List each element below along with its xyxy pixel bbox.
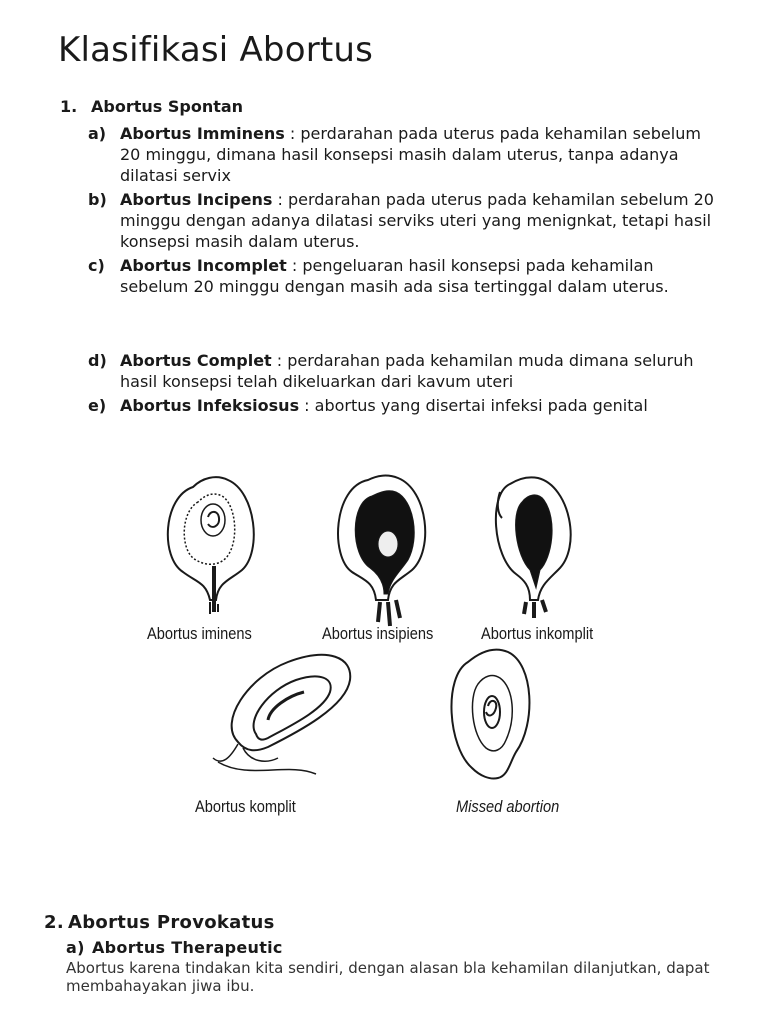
item-description: : pengeluaran hasil konsepsi pada kehamilan sebelum 20 minggu dengan masih ada sisa tertinggal dalam uterus. <box>120 256 669 296</box>
list-item <box>60 189 720 252</box>
item-term: Abortus Incomplet <box>120 256 287 275</box>
section-number: 2. <box>44 912 64 933</box>
uterus-inkomplit-illustration <box>496 477 571 618</box>
list-item <box>60 255 720 297</box>
uterus-insipiens-illustration <box>338 476 425 626</box>
section-heading <box>60 96 720 118</box>
abortion-types-figure <box>138 462 618 832</box>
item-letter: e) <box>88 396 107 415</box>
subsection-heading <box>66 938 734 957</box>
section-abortus-spontan <box>60 96 720 415</box>
page-title: Klasifikasi Abortus <box>58 30 374 70</box>
item-description: : abortus yang disertai infeksi pada genital <box>299 396 648 415</box>
item-letter: c) <box>88 256 105 275</box>
list-item <box>60 350 720 392</box>
clipped-list-item <box>60 395 720 415</box>
item-term: Abortus Infeksiosus <box>120 396 300 415</box>
subsection-paragraph: Abortus karena tindakan kita sendiri, dengan alasan bla kehamilan dilanjutkan, dapat membahayakan jiwa ibu. <box>66 959 710 995</box>
uterus-missed-abortion-illustration <box>451 650 529 779</box>
item-description: : perdarahan pada uterus pada kehamilan sebelum 20 minggu dengan adanya dilatasi serviks uteri yang menignkat, tetapi hasil konsepsi masih dalam uterus. <box>120 190 714 251</box>
item-letter: b) <box>88 190 107 209</box>
item-description: : perdarahan pada kehamilan muda dimana seluruh hasil konsepsi telah dikeluarkan dari kavum uteri <box>120 351 694 391</box>
list-item <box>60 123 720 186</box>
item-letter: a) <box>88 124 107 143</box>
section-number: 1. <box>60 97 78 116</box>
uterus-iminens-illustration <box>168 477 254 614</box>
figure-label-inkomplit: Abortus inkomplit <box>481 624 594 643</box>
list-item <box>60 395 720 416</box>
figure-label-komplit: Abortus komplit <box>195 797 296 816</box>
figure-label-insipiens: Abortus insipiens <box>322 624 434 643</box>
figure-label-missed-abortion: Missed abortion <box>456 797 560 816</box>
subsection-title: Abortus Therapeutic <box>92 938 283 957</box>
item-term: Abortus Incipens <box>120 190 273 209</box>
section-title: Abortus Provokatus <box>68 912 275 933</box>
figure-label-iminens: Abortus iminens <box>147 624 252 643</box>
item-term: Abortus Complet <box>120 351 272 370</box>
section-abortus-provokatus <box>44 912 734 995</box>
section-title: Abortus Spontan <box>91 97 244 116</box>
section-heading <box>44 912 734 934</box>
item-letter: d) <box>88 351 107 370</box>
uterus-komplit-illustration <box>213 655 350 774</box>
item-term: Abortus Imminens <box>120 124 285 143</box>
item-description: : perdarahan pada uterus pada kehamilan sebelum 20 minggu, dimana hasil konsepsi masih dalam uterus, tanpa adanya dilatasi servix <box>120 124 701 185</box>
uterus-illustrations <box>138 462 618 832</box>
subsection-letter: a) <box>66 938 85 957</box>
